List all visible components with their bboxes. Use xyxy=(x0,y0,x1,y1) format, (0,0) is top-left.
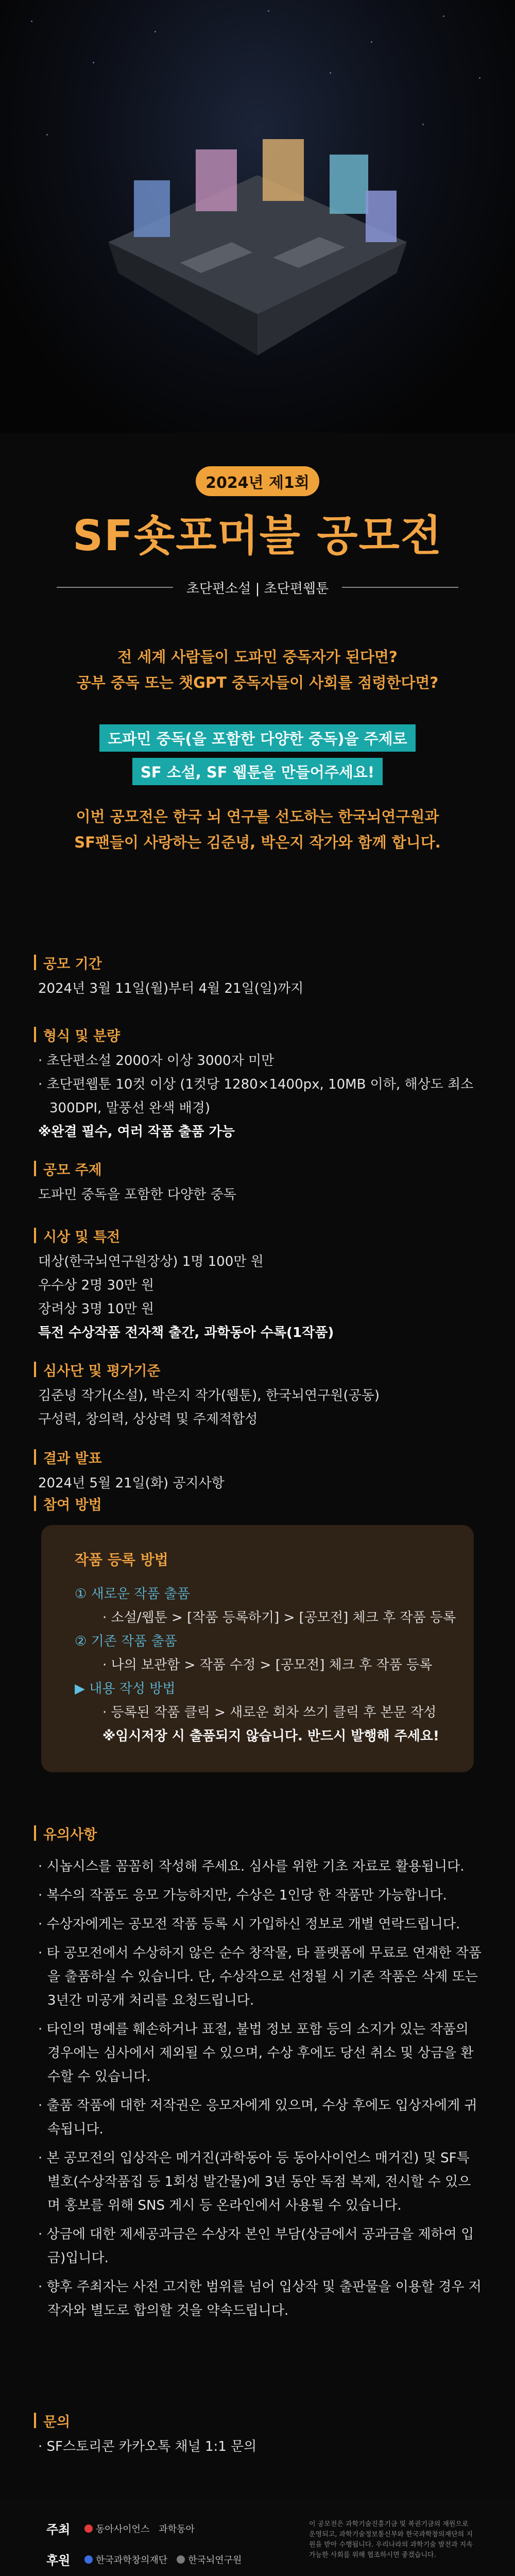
dongascience-logo-icon xyxy=(84,2524,93,2533)
sponsor-row xyxy=(46,2550,242,2568)
howto-title: 작품 등록 방법 xyxy=(75,1551,168,1568)
section-heading: 형식 및 분량 xyxy=(43,1028,121,1044)
contact-text: · SF스토리콘 카카오톡 채널 1:1 문의 xyxy=(38,2439,257,2454)
kbri-logo-icon xyxy=(177,2555,185,2564)
section-format xyxy=(34,1025,482,1144)
subtitle-row xyxy=(57,577,458,598)
section-heading: 유의사항 xyxy=(43,1826,97,1843)
section-text: 2024년 3월 11일(월)부터 4월 21일(일)까지 xyxy=(38,981,304,996)
section-notes xyxy=(34,1824,482,1842)
section-heading: 문의 xyxy=(43,2414,71,2430)
howto-step: ① 새로운 작품 출품 xyxy=(75,1586,190,1602)
host-row xyxy=(46,2519,195,2537)
section-heading: 공모 기간 xyxy=(43,956,102,972)
section-method xyxy=(34,1494,482,1513)
howto-warning: ※임시저장 시 출품되지 않습니다. 반드시 발행해 주세요! xyxy=(102,1728,439,1744)
partners-line: SF팬들이 사랑하는 김준녕, 박은지 작가와 함께 합니다. xyxy=(74,834,441,851)
host-org-logo: 동아사이언스 xyxy=(84,2522,149,2535)
note-item: · 향후 주최자는 사전 고지한 범위를 넘어 입상작 및 출판물을 이용할 경우 저작자와 별도로 합의할 것을 약속드립니다. xyxy=(38,2279,482,2318)
floating-island-image xyxy=(77,118,438,361)
section-judges xyxy=(34,1360,482,1431)
note-item: · 타인의 명예를 훼손하거나 표절, 불법 정보 포함 등의 소지가 있는 작품의 경우에는 심사에서 제외될 수 있으며, 수상 후에도 당선 취소 및 상금을 환수할 수 있습니다. xyxy=(38,2022,474,2084)
section-heading: 결과 발표 xyxy=(43,1450,102,1467)
section-result xyxy=(34,1448,482,1495)
section-bold-text: 특전 수상작품 전자책 출간, 과학동아 수록(1작품) xyxy=(38,1325,334,1341)
sponsor-org-logo: 한국과학창의재단 xyxy=(84,2553,167,2566)
footer xyxy=(0,2499,515,2576)
edition-badge: 2024년 제1회 xyxy=(196,466,319,496)
howto-detail: · 소설/웹툰 > [작품 등록하기] > [공모전] 체크 후 작품 등록 xyxy=(102,1610,456,1625)
howto-detail: · 나의 보관함 > 작품 수정 > [공모전] 체크 후 작품 등록 xyxy=(102,1657,433,1673)
section-text: 장려상 3명 10만 원 xyxy=(38,1301,154,1317)
section-heading: 시상 및 특전 xyxy=(43,1229,121,1245)
host-org-logo: 과학동아 xyxy=(159,2523,195,2535)
divider xyxy=(57,587,173,588)
section-text: 구성력, 창의력, 상상력 및 주제적합성 xyxy=(38,1412,258,1427)
howto-step: ② 기존 작품 출품 xyxy=(75,1634,177,1649)
highlight-line: SF 소설, SF 웹툰을 만들어주세요! xyxy=(132,758,383,785)
notes-list xyxy=(34,1855,482,2328)
section-text: · 초단편소설 2000자 이상 3000자 미만 xyxy=(38,1053,274,1069)
sponsor-org-logo: 한국뇌연구원 xyxy=(177,2553,242,2566)
partners-line: 이번 공모전은 한국 뇌 연구를 선도하는 한국뇌연구원과 xyxy=(76,808,439,825)
section-text: 도파민 중독을 포함한 다양한 중독 xyxy=(38,1187,236,1202)
highlight-line: 도파민 중독(을 포함한 다양한 중독)을 주제로 xyxy=(99,724,415,752)
intro-line: 공부 중독 또는 챗GPT 중독자들이 사회를 점령한다면? xyxy=(76,674,439,691)
section-text: 300DPI, 말풍선 완색 배경) xyxy=(49,1100,211,1116)
section-text: 우수상 2명 30만 원 xyxy=(38,1278,154,1293)
note-item: · 수상자에게는 공모전 작품 등록 시 가입하신 정보로 개별 연락드립니다. xyxy=(38,1917,460,1932)
note-item: · 상금에 대한 제세공과금은 수상자 본인 부담(상금에서 공과금을 제하여 입금)입니다. xyxy=(38,2227,474,2266)
section-heading: 공모 주제 xyxy=(43,1162,102,1178)
section-awards xyxy=(34,1226,482,1345)
footer-note: 이 공모전은 과학기술진흥기금 및 복권기금의 재원으로 운영되고, 과학기술정보통신부와 한국과학창의재단의 지원을 받아 수행됩니다. 우리나라의 과학기술 발전과 지속가능한 사회를 위해 협조하시면 좋겠습니다. xyxy=(309,2520,473,2559)
section-heading: 심사단 및 평가기준 xyxy=(43,1363,161,1379)
howto-detail: · 등록된 작품 클릭 > 새로운 회차 쓰기 클릭 후 본문 작성 xyxy=(102,1705,437,1720)
kofac-logo-icon xyxy=(84,2555,93,2564)
section-theme xyxy=(34,1159,482,1207)
partners-text xyxy=(0,804,515,855)
note-item: · 복수의 작품도 응모 가능하지만, 수상은 1인당 한 작품만 가능합니다. xyxy=(38,1888,447,1903)
note-item: · 출품 작품에 대한 저작권은 응모자에게 있으며, 수상 후에도 입상자에게 귀속됩니다. xyxy=(38,2098,477,2137)
hero-illustration xyxy=(0,0,515,433)
divider xyxy=(342,587,458,588)
note-item: · 시놉시스를 꼼꼼히 작성해 주세요. 심사를 위한 기초 자료로 활용됩니다. xyxy=(38,1859,465,1874)
howto-step: ▶ 내용 작성 방법 xyxy=(75,1681,176,1697)
note-item: · 타 공모전에서 수상하지 않은 순수 창작물, 타 플랫폼에 무료로 연재한 작품을 출품하실 수 있습니다. 단, 수상작으로 선정될 시 기존 작품은 삭제 또는 3년간 미공개 처리를 요청드립니다. xyxy=(38,1945,482,2008)
subtitle: 초단편소설 | 초단편웹툰 xyxy=(186,581,329,597)
section-contact xyxy=(34,2411,482,2459)
highlight-text xyxy=(0,721,515,788)
section-text: 대상(한국뇌연구원장상) 1명 100만 원 xyxy=(38,1254,264,1269)
intro-line: 전 세계 사람들이 도파민 중독자가 된다면? xyxy=(117,648,398,666)
note-item: · 본 공모전의 입상작은 메거진(과학동아 등 동아사이언스 매거진) 및 SF특별호(수상작품집 등 1회성 발간물)에 3년 동안 독점 복제, 전시할 수 있으며 홍보를 위해 SNS 게시 등 온라인에서 사용될 수 있습니다. xyxy=(38,2150,471,2213)
sponsor-label: 후원 xyxy=(46,2553,71,2568)
section-period xyxy=(34,953,482,1001)
intro-text xyxy=(0,644,515,696)
howto-box xyxy=(41,1525,474,1772)
section-text: · 초단편웹툰 10컷 이상 (1컷당 1280×1400px, 10MB 이하, 해상도 최소 xyxy=(38,1077,474,1092)
host-label: 주최 xyxy=(46,2522,71,2537)
page-title: SF숏포머블 공모전 xyxy=(72,512,443,561)
section-text: 김준녕 작가(소설), 박은지 작가(웹툰), 한국뇌연구원(공동) xyxy=(38,1388,380,1403)
section-bold-text: ※완결 필수, 여러 작품 출품 가능 xyxy=(38,1124,235,1140)
section-text: 2024년 5월 21일(화) 공지사항 xyxy=(38,1476,225,1491)
section-heading: 참여 방법 xyxy=(43,1497,102,1513)
